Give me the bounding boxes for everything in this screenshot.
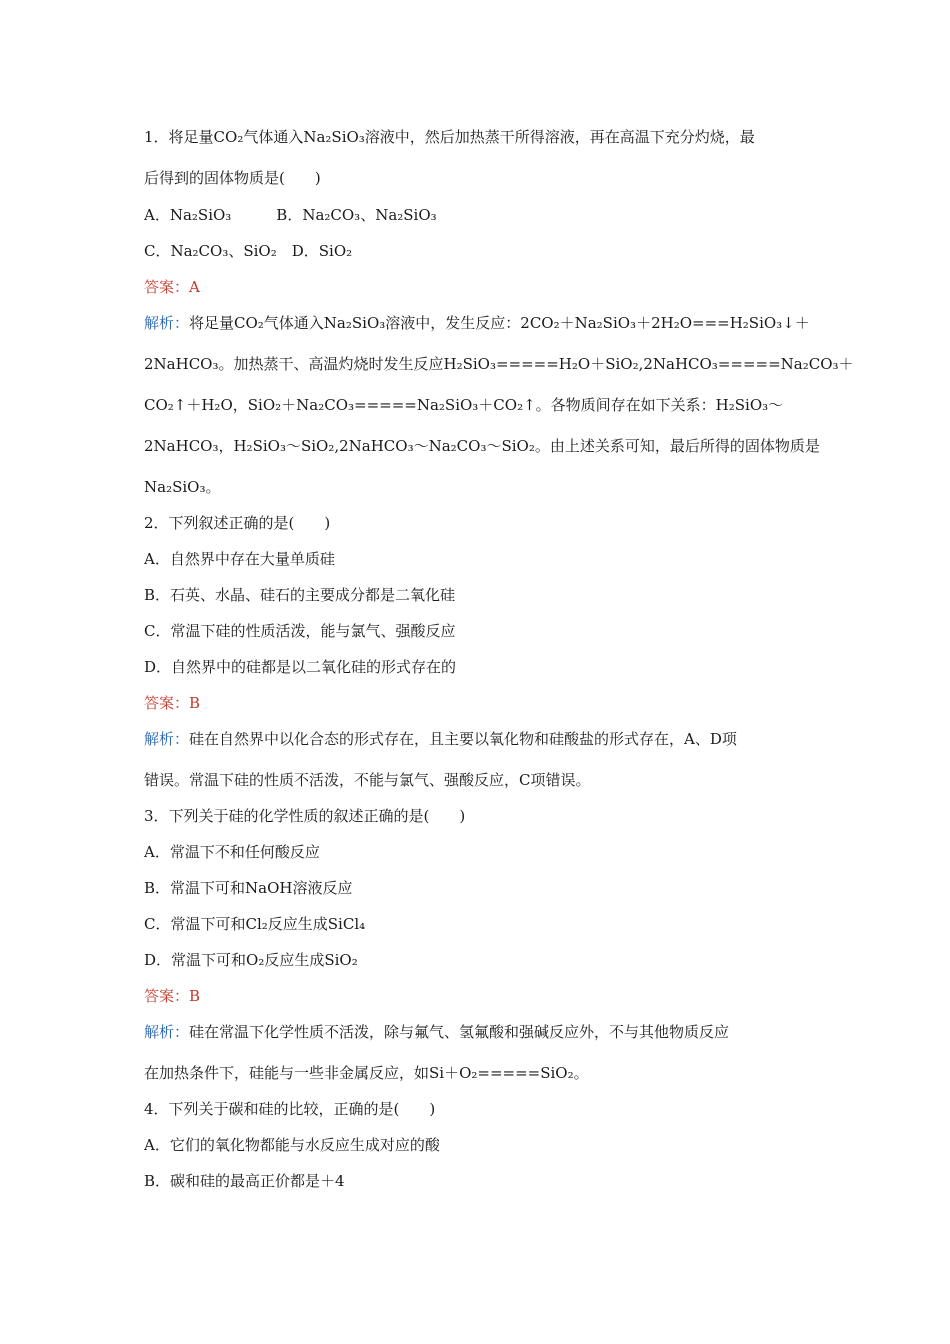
- analysis-label: 解析：: [144, 314, 190, 332]
- q2-stem: 2．下列叙述正确的是( ): [144, 514, 331, 532]
- q3-option-c: C．常温下可和Cl₂反应生成SiCl₄: [144, 915, 366, 933]
- q1-answer: [144, 277, 200, 297]
- q2-option-d: D．自然界中的硅都是以二氧化硅的形式存在的: [144, 658, 457, 676]
- answer-value: A: [189, 278, 200, 296]
- q3-stem: 3．下列关于硅的化学性质的叙述正确的是( ): [144, 807, 466, 825]
- q2-answer: [144, 693, 200, 713]
- q1-analysis-line3: CO₂↑＋H₂O，SiO₂＋Na₂CO₃=====Na₂SiO₃＋CO₂↑。各物质间存在如下关系：H₂SiO₃～: [144, 396, 784, 414]
- analysis-label: 解析：: [144, 1023, 190, 1041]
- q2-option-b: B．石英、水晶、硅石的主要成分都是二氧化硅: [144, 586, 456, 604]
- analysis-text: 硅在自然界中以化合态的形式存在，且主要以氧化物和硅酸盐的形式存在，A、D项: [189, 730, 737, 748]
- answer-label: 答案：: [144, 694, 190, 712]
- answer-label: 答案：: [144, 987, 190, 1005]
- q3-option-a: A．常温下不和任何酸反应: [144, 843, 320, 861]
- answer-value: B: [189, 694, 201, 712]
- q1-analysis-line1: [144, 313, 810, 333]
- q1-stem-line1: 1．将足量CO₂气体通入Na₂SiO₃溶液中，然后加热蒸干所得溶液，再在高温下充分灼烧，最: [144, 128, 755, 146]
- analysis-text: 硅在常温下化学性质不活泼，除与氟气、氢氟酸和强碱反应外，不与其他物质反应: [189, 1023, 730, 1041]
- q3-answer: [144, 986, 200, 1006]
- q4-option-b: B．碳和硅的最高正价都是＋4: [144, 1172, 345, 1190]
- analysis-label: 解析：: [144, 730, 190, 748]
- q1-analysis-line5: Na₂SiO₃。: [144, 478, 221, 496]
- q1-analysis-line2: 2NaHCO₃。加热蒸干、高温灼烧时发生反应H₂SiO₃=====H₂O＋SiO₂,2NaHCO₃=====Na₂CO₃＋: [144, 355, 854, 373]
- q1-options-line1: A．Na₂SiO₃ B．Na₂CO₃、Na₂SiO₃: [144, 206, 437, 224]
- q3-option-d: D．常温下可和O₂反应生成SiO₂: [144, 951, 358, 969]
- answer-value: B: [189, 987, 201, 1005]
- q1-stem-line2: 后得到的固体物质是( ): [144, 169, 321, 187]
- q1-analysis-line4: 2NaHCO₃，H₂SiO₃～SiO₂,2NaHCO₃～Na₂CO₃～SiO₂。由上述关系可知，最后所得的固体物质是: [144, 437, 820, 455]
- q3-analysis-line2: 在加热条件下，硅能与一些非金属反应，如Si＋O₂=====SiO₂。: [144, 1064, 589, 1082]
- q2-analysis-line1: [144, 729, 737, 749]
- q2-analysis-line2: 错误。常温下硅的性质不活泼，不能与氯气、强酸反应，C项错误。: [144, 771, 591, 789]
- q2-option-a: A．自然界中存在大量单质硅: [144, 550, 335, 568]
- q3-analysis-line1: [144, 1022, 729, 1042]
- answer-label: 答案：: [144, 278, 190, 296]
- q4-option-a: A．它们的氧化物都能与水反应生成对应的酸: [144, 1136, 440, 1154]
- analysis-text: 将足量CO₂气体通入Na₂SiO₃溶液中，发生反应：2CO₂＋Na₂SiO₃＋2H₂O===H₂SiO₃↓＋: [189, 314, 810, 332]
- q4-stem: 4．下列关于碳和硅的比较，正确的是( ): [144, 1100, 436, 1118]
- q3-option-b: B．常温下可和NaOH溶液反应: [144, 879, 353, 897]
- q2-option-c: C．常温下硅的性质活泼，能与氯气、强酸反应: [144, 622, 456, 640]
- q1-options-line2: C．Na₂CO₃、SiO₂ D．SiO₂: [144, 242, 353, 260]
